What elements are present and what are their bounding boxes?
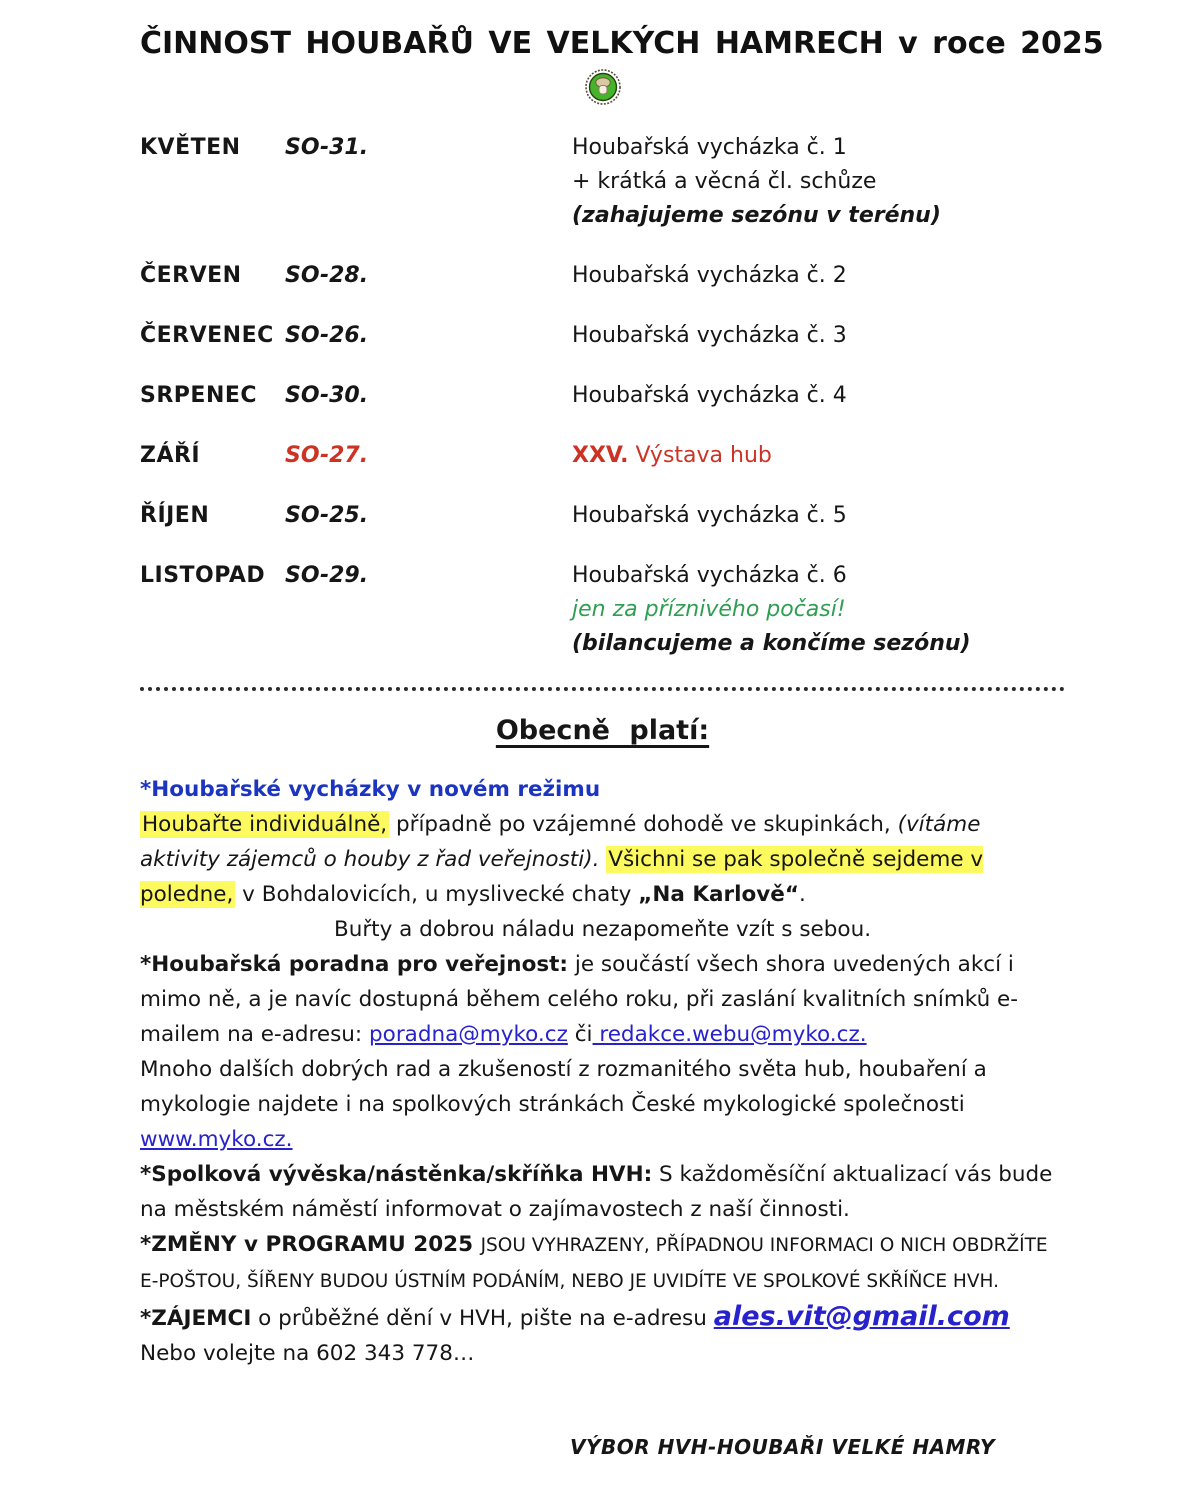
event-description — [572, 439, 1065, 473]
walks-regime-heading: *Houbařské vycházky v novém režimu — [140, 777, 601, 802]
place-name: „Na Karlově“ — [638, 882, 799, 907]
footer-signature: VÝBOR HVH-HOUBAŘI VELKÉ HAMRY — [570, 1435, 996, 1459]
email-link-ales-vit[interactable]: ales.vit@gmail.com — [713, 1301, 1010, 1332]
date-label: SO-31. — [285, 135, 369, 160]
event-line: + krátká a věcná čl. schůze — [572, 169, 877, 194]
mushroom-badge-icon — [585, 90, 621, 109]
month-label: ČERVENEC — [140, 323, 274, 348]
exhibition-numeral: XXV. — [572, 443, 629, 468]
schedule-row-listopad — [140, 559, 1065, 661]
exhibition-label: Výstava hub — [628, 443, 772, 468]
paragraph-program-changes — [140, 1227, 1065, 1299]
schedule-row-kveten — [140, 131, 1065, 233]
email-link-poradna[interactable]: poradna@myko.cz — [369, 1022, 568, 1047]
phone-line: Nebo volejte na 602 343 778… — [140, 1341, 475, 1366]
event-line: Houbařská vycházka č. 1 — [572, 135, 847, 160]
body-run: Mnoho dalších dobrých rad a zkušeností z rozmanitého světa hub, houbaření a mykologie najdete i na spolkových stránkách České mykologické společnosti — [140, 1057, 987, 1117]
schedule-row-srpenec — [140, 379, 1065, 413]
schedule-row-cervenec — [140, 319, 1065, 353]
paragraph-walks-regime — [140, 772, 1065, 912]
body-run: je součástí všech shora uvedených akcí i mimo ně, a je navíc dostupná během celého roku, při zaslání kvalitních snímků e-mailem na e-adresu: — [140, 952, 1019, 1047]
month-label: SRPENEC — [140, 383, 258, 408]
page-title: ČINNOST HOUBAŘŮ VE VELKÝCH HAMRECH v roce 2025 — [140, 26, 1104, 61]
paragraph-sausages-note: Buřty a dobrou náladu nezapomeňte vzít s sebou. — [333, 917, 872, 942]
month-label: ZÁŘÍ — [140, 443, 201, 468]
event-line: Houbařská vycházka č. 2 — [572, 263, 847, 288]
event-description — [572, 259, 1065, 293]
body-run: či — [567, 1022, 593, 1047]
highlighted-text: Všichni se pak společně sejdeme v poledne, — [140, 847, 984, 907]
section-heading: Obecně platí: — [495, 715, 710, 746]
noticeboard-heading: *Spolková vývěska/nástěnka/skříňka HVH: — [140, 1162, 653, 1187]
date-label: SO-29. — [285, 563, 369, 588]
month-label: ČERVEN — [140, 263, 242, 288]
body-run: o průběžné dění v HVH, pište na e-adresu — [251, 1306, 714, 1331]
month-label: ŘÍJEN — [140, 503, 210, 528]
date-label: SO-25. — [285, 503, 369, 528]
highlighted-text: Houbařte individuálně, — [142, 812, 388, 837]
event-line-exhibition — [572, 439, 1065, 473]
schedule-row-cerven — [140, 259, 1065, 293]
event-line: Houbařská vycházka č. 3 — [572, 323, 847, 348]
event-line: Houbařská vycházka č. 6 — [572, 563, 847, 588]
paragraph-myko-website — [140, 1052, 1065, 1157]
schedule — [140, 131, 1065, 661]
event-description — [572, 499, 1065, 533]
logo-container — [140, 69, 1065, 109]
changes-heading: *ZMĚNY v PROGRAMU 2025 — [140, 1232, 481, 1257]
paragraph-advisory — [140, 947, 1065, 1052]
body-run: S každoměsíční aktualizací vás bude na městském náměstí informovat o zajímavostech z naší činnosti. — [140, 1162, 1053, 1222]
contact-heading: *ZÁJEMCI — [140, 1306, 252, 1331]
event-description — [572, 319, 1065, 353]
event-note: (bilancujeme a končíme sezónu) — [572, 631, 971, 656]
website-link-myko[interactable]: www.myko.cz. — [140, 1127, 293, 1152]
schedule-row-rijen — [140, 499, 1065, 533]
date-label-highlighted: SO-27. — [285, 443, 369, 468]
event-description — [572, 131, 1065, 233]
body-run: v Bohdalovicích, u myslivecké chaty — [235, 882, 639, 907]
email-link-redakce[interactable]: redakce.webu@myko.cz. — [592, 1022, 867, 1047]
dotted-divider — [140, 687, 1065, 691]
paragraph-noticeboard — [140, 1157, 1065, 1227]
event-weather-note: jen za příznivého počasí! — [572, 597, 846, 622]
body-run: případně po vzájemné dohodě ve skupinkách, — [389, 812, 898, 837]
date-label: SO-26. — [285, 323, 369, 348]
changes-details: JSOU VYHRAZENY, PŘÍPADNOU INFORMACI O NICH OBDRŽÍTE E-POŠTOU, ŠÍŘENY BUDOU ÚSTNÍM PODÁNÍM, NEBO JE UVIDÍTE VE SPOLKOVÉ SKŘÍŇCE HVH. — [140, 1235, 1048, 1292]
month-label: LISTOPAD — [140, 563, 266, 588]
event-description — [572, 559, 1065, 661]
body-run: . — [799, 882, 806, 907]
event-note: (zahajujeme sezónu v terénu) — [572, 203, 941, 228]
month-label: KVĚTEN — [140, 135, 241, 160]
paragraph-contact — [140, 1299, 1065, 1336]
general-info-section — [140, 772, 1065, 1371]
advisory-heading: *Houbařská poradna pro veřejnost: — [140, 952, 569, 977]
event-description — [572, 379, 1065, 413]
event-line: Houbařská vycházka č. 4 — [572, 383, 847, 408]
date-label: SO-28. — [285, 263, 369, 288]
date-label: SO-30. — [285, 383, 369, 408]
event-line: Houbařská vycházka č. 5 — [572, 503, 847, 528]
schedule-row-zari — [140, 439, 1065, 473]
italic-run: (vítáme aktivity zájemců o houby z řad veřejnosti). — [140, 812, 981, 872]
